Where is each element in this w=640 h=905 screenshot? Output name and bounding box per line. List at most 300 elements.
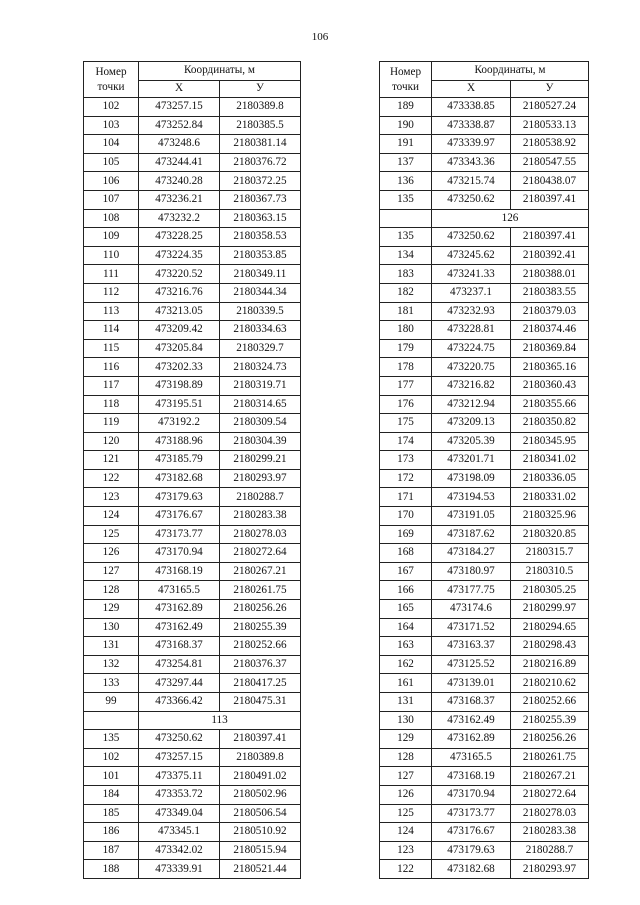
point-number-cell: 126 xyxy=(380,785,432,804)
x-coordinate-cell: 473339.97 xyxy=(432,135,511,154)
coordinates-table-left xyxy=(83,61,301,879)
point-number-cell: 102 xyxy=(84,748,139,767)
table-row xyxy=(84,414,301,433)
point-number-cell: 128 xyxy=(84,581,139,600)
x-coordinate-cell: 473257.15 xyxy=(139,748,220,767)
table-row xyxy=(380,339,589,358)
table-row xyxy=(380,674,589,693)
point-number-cell: 125 xyxy=(380,804,432,823)
point-number-cell: 101 xyxy=(84,767,139,786)
table-row xyxy=(380,767,589,786)
table-row xyxy=(84,358,301,377)
y-coordinate-cell: 2180252.66 xyxy=(511,693,589,712)
y-coordinate-cell: 2180334.63 xyxy=(220,321,301,340)
section-row xyxy=(380,209,589,228)
table-row xyxy=(84,135,301,154)
point-number-cell: 187 xyxy=(84,841,139,860)
table-row xyxy=(84,432,301,451)
point-number-cell: 99 xyxy=(84,693,139,712)
table-row xyxy=(380,711,589,730)
x-coordinate-cell: 473353.72 xyxy=(139,785,220,804)
table-row xyxy=(380,190,589,209)
y-coordinate-cell: 2180261.75 xyxy=(220,581,301,600)
table-row xyxy=(380,693,589,712)
x-coordinate-cell: 473220.75 xyxy=(432,358,511,377)
table-row xyxy=(380,153,589,172)
table-row xyxy=(380,395,589,414)
table-row xyxy=(380,246,589,265)
x-coordinate-cell: 473209.13 xyxy=(432,414,511,433)
table-row xyxy=(84,544,301,563)
y-coordinate-cell: 2180298.43 xyxy=(511,637,589,656)
table-row xyxy=(84,841,301,860)
point-number-cell: 172 xyxy=(380,469,432,488)
y-coordinate-cell: 2180293.97 xyxy=(511,860,589,879)
point-number-cell: 169 xyxy=(380,525,432,544)
section-number-cell: 126 xyxy=(432,209,589,228)
y-coordinate-cell: 2180310.5 xyxy=(511,562,589,581)
x-coordinate-cell: 473184.27 xyxy=(432,544,511,563)
x-coordinate-cell: 473185.79 xyxy=(139,451,220,470)
y-coordinate-cell: 2180385.5 xyxy=(220,116,301,135)
x-coordinate-cell: 473215.74 xyxy=(432,172,511,191)
y-coordinate-cell: 2180341.02 xyxy=(511,451,589,470)
x-coordinate-cell: 473248.6 xyxy=(139,135,220,154)
table-row xyxy=(380,432,589,451)
point-number-cell: 129 xyxy=(380,730,432,749)
point-number-cell: 175 xyxy=(380,414,432,433)
table-row xyxy=(84,748,301,767)
x-column-header: X xyxy=(139,81,220,98)
table-row xyxy=(84,730,301,749)
x-coordinate-cell: 473338.85 xyxy=(432,98,511,117)
point-number-header xyxy=(380,62,432,98)
point-number-cell: 181 xyxy=(380,302,432,321)
x-coordinate-cell: 473236.21 xyxy=(139,190,220,209)
y-coordinate-cell: 2180252.66 xyxy=(220,637,301,656)
table-row xyxy=(84,339,301,358)
page-number: 106 xyxy=(311,31,329,43)
table-row xyxy=(84,693,301,712)
x-coordinate-cell: 473349.04 xyxy=(139,804,220,823)
x-coordinate-cell: 473182.68 xyxy=(432,860,511,879)
y-coordinate-cell: 2180319.71 xyxy=(220,376,301,395)
point-number-cell: 106 xyxy=(84,172,139,191)
table-row xyxy=(380,265,589,284)
y-coordinate-cell: 2180278.03 xyxy=(511,804,589,823)
point-number-cell: 191 xyxy=(380,135,432,154)
x-coordinate-cell: 473125.52 xyxy=(432,655,511,674)
x-coordinate-cell: 473232.2 xyxy=(139,209,220,228)
x-coordinate-cell: 473162.49 xyxy=(139,618,220,637)
section-number-cell: 113 xyxy=(139,711,301,730)
x-coordinate-cell: 473209.42 xyxy=(139,321,220,340)
x-coordinate-cell: 473168.37 xyxy=(432,693,511,712)
x-coordinate-cell: 473205.84 xyxy=(139,339,220,358)
x-coordinate-cell: 473250.62 xyxy=(432,190,511,209)
y-coordinate-cell: 2180397.41 xyxy=(511,190,589,209)
x-coordinate-cell: 473202.33 xyxy=(139,358,220,377)
point-number-cell: 170 xyxy=(380,507,432,526)
x-coordinate-cell: 473245.62 xyxy=(432,246,511,265)
section-spacer-cell xyxy=(380,209,432,228)
point-number-cell: 128 xyxy=(380,748,432,767)
y-coordinate-cell: 2180272.64 xyxy=(511,785,589,804)
point-number-cell: 111 xyxy=(84,265,139,284)
point-number-cell: 122 xyxy=(84,469,139,488)
point-number-cell: 114 xyxy=(84,321,139,340)
point-number-cell: 129 xyxy=(84,600,139,619)
y-coordinate-cell: 2180304.39 xyxy=(220,432,301,451)
x-coordinate-cell: 473194.53 xyxy=(432,488,511,507)
y-coordinate-cell: 2180388.01 xyxy=(511,265,589,284)
table-row xyxy=(84,190,301,209)
y-coordinate-cell: 2180255.39 xyxy=(220,618,301,637)
point-number-cell: 108 xyxy=(84,209,139,228)
point-number-cell: 179 xyxy=(380,339,432,358)
coordinates-table-right-body xyxy=(380,98,589,879)
point-number-cell: 115 xyxy=(84,339,139,358)
x-coordinate-cell: 473345.1 xyxy=(139,823,220,842)
point-number-cell: 121 xyxy=(84,451,139,470)
point-number-cell: 189 xyxy=(380,98,432,117)
table-row xyxy=(380,302,589,321)
table-row xyxy=(84,618,301,637)
table-row xyxy=(380,823,589,842)
x-coordinate-cell: 473343.36 xyxy=(432,153,511,172)
table-row xyxy=(84,674,301,693)
table-row xyxy=(380,841,589,860)
table-row xyxy=(84,600,301,619)
x-coordinate-cell: 473224.35 xyxy=(139,246,220,265)
point-number-cell: 137 xyxy=(380,153,432,172)
point-number-cell: 110 xyxy=(84,246,139,265)
point-number-cell: 124 xyxy=(84,507,139,526)
x-coordinate-cell: 473213.05 xyxy=(139,302,220,321)
point-number-cell: 120 xyxy=(84,432,139,451)
y-coordinate-cell: 2180320.85 xyxy=(511,525,589,544)
table-row xyxy=(380,562,589,581)
y-coordinate-cell: 2180365.16 xyxy=(511,358,589,377)
y-coordinate-cell: 2180288.7 xyxy=(511,841,589,860)
x-coordinate-cell: 473257.15 xyxy=(139,98,220,117)
y-coordinate-cell: 2180515.94 xyxy=(220,841,301,860)
coordinates-header: Координаты, м xyxy=(139,62,301,81)
point-number-cell: 118 xyxy=(84,395,139,414)
x-coordinate-cell: 473170.94 xyxy=(432,785,511,804)
table-row xyxy=(380,488,589,507)
point-number-cell: 171 xyxy=(380,488,432,507)
y-coordinate-cell: 2180216.89 xyxy=(511,655,589,674)
point-number-header xyxy=(84,62,139,98)
table-row xyxy=(84,637,301,656)
table-row xyxy=(84,116,301,135)
point-number-cell: 135 xyxy=(380,190,432,209)
y-column-header: У xyxy=(220,81,301,98)
x-coordinate-cell: 473162.89 xyxy=(139,600,220,619)
table-row xyxy=(380,618,589,637)
y-coordinate-cell: 2180376.37 xyxy=(220,655,301,674)
point-number-cell: 126 xyxy=(84,544,139,563)
y-coordinate-cell: 2180256.26 xyxy=(220,600,301,619)
table-row xyxy=(84,785,301,804)
point-number-header-label: Номер точки xyxy=(389,65,422,93)
table-row xyxy=(380,469,589,488)
x-coordinate-cell: 473201.71 xyxy=(432,451,511,470)
y-coordinate-cell: 2180372.25 xyxy=(220,172,301,191)
table-row xyxy=(84,302,301,321)
y-coordinate-cell: 2180325.96 xyxy=(511,507,589,526)
x-coordinate-cell: 473165.5 xyxy=(139,581,220,600)
x-coordinate-cell: 473187.62 xyxy=(432,525,511,544)
x-coordinate-cell: 473165.5 xyxy=(432,748,511,767)
x-coordinate-cell: 473254.81 xyxy=(139,655,220,674)
y-coordinate-cell: 2180417.25 xyxy=(220,674,301,693)
y-coordinate-cell: 2180438.07 xyxy=(511,172,589,191)
table-row xyxy=(84,823,301,842)
x-coordinate-cell: 473375.11 xyxy=(139,767,220,786)
y-coordinate-cell: 2180363.15 xyxy=(220,209,301,228)
x-coordinate-cell: 473366.42 xyxy=(139,693,220,712)
y-coordinate-cell: 2180533.13 xyxy=(511,116,589,135)
point-number-cell: 103 xyxy=(84,116,139,135)
x-coordinate-cell: 473179.63 xyxy=(139,488,220,507)
y-coordinate-cell: 2180324.73 xyxy=(220,358,301,377)
x-coordinate-cell: 473176.67 xyxy=(139,507,220,526)
point-number-cell: 104 xyxy=(84,135,139,154)
y-coordinate-cell: 2180350.82 xyxy=(511,414,589,433)
y-coordinate-cell: 2180389.8 xyxy=(220,98,301,117)
y-coordinate-cell: 2180283.38 xyxy=(511,823,589,842)
table-row xyxy=(380,860,589,879)
y-coordinate-cell: 2180502.96 xyxy=(220,785,301,804)
point-number-cell: 131 xyxy=(84,637,139,656)
point-number-cell: 186 xyxy=(84,823,139,842)
x-coordinate-cell: 473180.97 xyxy=(432,562,511,581)
point-number-cell: 133 xyxy=(84,674,139,693)
y-coordinate-cell: 2180538.92 xyxy=(511,135,589,154)
table-row xyxy=(84,172,301,191)
table-row xyxy=(84,321,301,340)
y-coordinate-cell: 2180299.97 xyxy=(511,600,589,619)
y-coordinate-cell: 2180256.26 xyxy=(511,730,589,749)
y-coordinate-cell: 2180358.53 xyxy=(220,228,301,247)
x-coordinate-cell: 473224.75 xyxy=(432,339,511,358)
table-row xyxy=(380,525,589,544)
x-coordinate-cell: 473162.49 xyxy=(432,711,511,730)
table-row xyxy=(380,785,589,804)
point-number-cell: 166 xyxy=(380,581,432,600)
point-number-cell: 105 xyxy=(84,153,139,172)
table-row xyxy=(84,767,301,786)
y-coordinate-cell: 2180345.95 xyxy=(511,432,589,451)
x-coordinate-cell: 473205.39 xyxy=(432,432,511,451)
x-coordinate-cell: 473168.19 xyxy=(139,562,220,581)
table-row xyxy=(84,395,301,414)
x-coordinate-cell: 473170.94 xyxy=(139,544,220,563)
point-number-cell: 112 xyxy=(84,283,139,302)
table-row xyxy=(84,488,301,507)
x-coordinate-cell: 473339.91 xyxy=(139,860,220,879)
x-coordinate-cell: 473216.76 xyxy=(139,283,220,302)
point-number-cell: 107 xyxy=(84,190,139,209)
y-coordinate-cell: 2180381.14 xyxy=(220,135,301,154)
point-number-header-label: Номер точки xyxy=(95,65,127,93)
point-number-cell: 134 xyxy=(380,246,432,265)
table-row xyxy=(380,358,589,377)
point-number-cell: 135 xyxy=(84,730,139,749)
table-row xyxy=(84,228,301,247)
coordinates-table-left-body xyxy=(84,98,301,879)
x-coordinate-cell: 473216.82 xyxy=(432,376,511,395)
x-coordinate-cell: 473228.81 xyxy=(432,321,511,340)
point-number-cell: 178 xyxy=(380,358,432,377)
x-coordinate-cell: 473191.05 xyxy=(432,507,511,526)
point-number-cell: 180 xyxy=(380,321,432,340)
table-row xyxy=(84,451,301,470)
point-number-cell: 162 xyxy=(380,655,432,674)
y-coordinate-cell: 2180339.5 xyxy=(220,302,301,321)
coordinates-header: Координаты, м xyxy=(432,62,589,81)
point-number-cell: 116 xyxy=(84,358,139,377)
point-number-cell: 135 xyxy=(380,228,432,247)
y-coordinate-cell: 2180506.54 xyxy=(220,804,301,823)
y-coordinate-cell: 2180397.41 xyxy=(220,730,301,749)
y-coordinate-cell: 2180272.64 xyxy=(220,544,301,563)
point-number-cell: 119 xyxy=(84,414,139,433)
y-coordinate-cell: 2180267.21 xyxy=(511,767,589,786)
point-number-cell: 127 xyxy=(84,562,139,581)
y-coordinate-cell: 2180397.41 xyxy=(511,228,589,247)
x-coordinate-cell: 473198.09 xyxy=(432,469,511,488)
x-column-header: X xyxy=(432,81,511,98)
point-number-cell: 136 xyxy=(380,172,432,191)
point-number-cell: 184 xyxy=(84,785,139,804)
y-coordinate-cell: 2180383.55 xyxy=(511,283,589,302)
x-coordinate-cell: 473195.51 xyxy=(139,395,220,414)
y-coordinate-cell: 2180491.02 xyxy=(220,767,301,786)
x-coordinate-cell: 473174.6 xyxy=(432,600,511,619)
point-number-cell: 174 xyxy=(380,432,432,451)
point-number-cell: 177 xyxy=(380,376,432,395)
table-row xyxy=(84,562,301,581)
y-coordinate-cell: 2180349.11 xyxy=(220,265,301,284)
x-coordinate-cell: 473237.1 xyxy=(432,283,511,302)
x-coordinate-cell: 473212.94 xyxy=(432,395,511,414)
point-number-cell: 161 xyxy=(380,674,432,693)
y-coordinate-cell: 2180355.66 xyxy=(511,395,589,414)
point-number-cell: 109 xyxy=(84,228,139,247)
table-row xyxy=(84,507,301,526)
table-row xyxy=(380,748,589,767)
point-number-cell: 124 xyxy=(380,823,432,842)
point-number-cell: 167 xyxy=(380,562,432,581)
x-coordinate-cell: 473241.33 xyxy=(432,265,511,284)
x-coordinate-cell: 473232.93 xyxy=(432,302,511,321)
point-number-cell: 125 xyxy=(84,525,139,544)
point-number-cell: 168 xyxy=(380,544,432,563)
x-coordinate-cell: 473176.67 xyxy=(432,823,511,842)
table-row xyxy=(84,804,301,823)
y-coordinate-cell: 2180379.03 xyxy=(511,302,589,321)
table-row xyxy=(84,283,301,302)
table-row xyxy=(380,116,589,135)
table-row xyxy=(380,98,589,117)
y-coordinate-cell: 2180278.03 xyxy=(220,525,301,544)
table-row xyxy=(84,469,301,488)
table-row xyxy=(380,414,589,433)
table-row xyxy=(380,376,589,395)
x-coordinate-cell: 473173.77 xyxy=(139,525,220,544)
x-coordinate-cell: 473240.28 xyxy=(139,172,220,191)
point-number-cell: 190 xyxy=(380,116,432,135)
table-row xyxy=(380,135,589,154)
y-coordinate-cell: 2180314.65 xyxy=(220,395,301,414)
table-row xyxy=(84,246,301,265)
y-coordinate-cell: 2180267.21 xyxy=(220,562,301,581)
table-row xyxy=(380,451,589,470)
x-coordinate-cell: 473250.62 xyxy=(139,730,220,749)
x-coordinate-cell: 473220.52 xyxy=(139,265,220,284)
x-coordinate-cell: 473139.01 xyxy=(432,674,511,693)
point-number-cell: 182 xyxy=(380,283,432,302)
y-coordinate-cell: 2180329.7 xyxy=(220,339,301,358)
table-row xyxy=(380,637,589,656)
point-number-cell: 117 xyxy=(84,376,139,395)
y-coordinate-cell: 2180331.02 xyxy=(511,488,589,507)
x-coordinate-cell: 473228.25 xyxy=(139,228,220,247)
point-number-cell: 130 xyxy=(380,711,432,730)
point-number-cell: 102 xyxy=(84,98,139,117)
y-coordinate-cell: 2180255.39 xyxy=(511,711,589,730)
y-coordinate-cell: 2180392.41 xyxy=(511,246,589,265)
table-row xyxy=(84,98,301,117)
table-row xyxy=(380,321,589,340)
y-coordinate-cell: 2180374.46 xyxy=(511,321,589,340)
table-row xyxy=(380,730,589,749)
y-coordinate-cell: 2180309.54 xyxy=(220,414,301,433)
y-coordinate-cell: 2180367.73 xyxy=(220,190,301,209)
y-coordinate-cell: 2180288.7 xyxy=(220,488,301,507)
table-row xyxy=(380,228,589,247)
x-coordinate-cell: 473297.44 xyxy=(139,674,220,693)
point-number-cell: 183 xyxy=(380,265,432,284)
y-coordinate-cell: 2180527.24 xyxy=(511,98,589,117)
table-row xyxy=(380,172,589,191)
table-row xyxy=(380,581,589,600)
y-coordinate-cell: 2180293.97 xyxy=(220,469,301,488)
x-coordinate-cell: 473173.77 xyxy=(432,804,511,823)
section-row xyxy=(84,711,301,730)
section-spacer-cell xyxy=(84,711,139,730)
x-coordinate-cell: 473168.37 xyxy=(139,637,220,656)
y-coordinate-cell: 2180389.8 xyxy=(220,748,301,767)
y-coordinate-cell: 2180299.21 xyxy=(220,451,301,470)
x-coordinate-cell: 473171.52 xyxy=(432,618,511,637)
x-coordinate-cell: 473338.87 xyxy=(432,116,511,135)
y-coordinate-cell: 2180376.72 xyxy=(220,153,301,172)
point-number-cell: 122 xyxy=(380,860,432,879)
y-coordinate-cell: 2180336.05 xyxy=(511,469,589,488)
table-row xyxy=(84,581,301,600)
y-coordinate-cell: 2180283.38 xyxy=(220,507,301,526)
y-coordinate-cell: 2180210.62 xyxy=(511,674,589,693)
y-coordinate-cell: 2180369.84 xyxy=(511,339,589,358)
x-coordinate-cell: 473192.2 xyxy=(139,414,220,433)
table-row xyxy=(84,265,301,284)
point-number-cell: 165 xyxy=(380,600,432,619)
x-coordinate-cell: 473198.89 xyxy=(139,376,220,395)
